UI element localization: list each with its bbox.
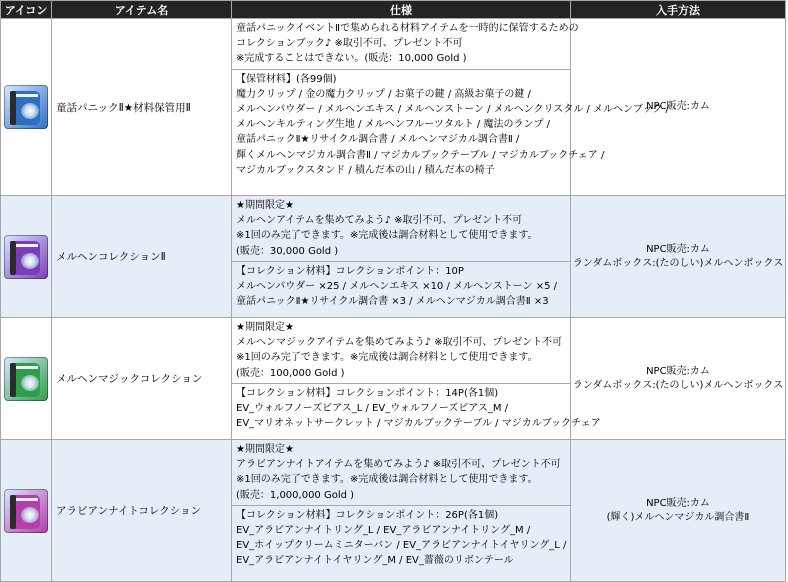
spec-line: コレクションブック♪ ※取引不可、プレゼント不可 (236, 38, 463, 50)
method-line: NPC販売:カム (646, 243, 710, 255)
method-line: NPC販売:カム (646, 497, 710, 509)
spec-cell (232, 440, 571, 582)
method-line: (輝く)メルヘンマジカル調合書Ⅱ (606, 511, 750, 523)
spec-line: メルヘンキルティング生地 / メルヘンフルーツタルト / 魔法のランプ / (236, 119, 551, 131)
spec-block (232, 440, 570, 505)
spec-cell (232, 196, 571, 318)
spec-line: EV_ホイップクリームミニターバン / EV_アラビアンナイトイヤリング_L / (236, 540, 567, 552)
method-line: ランダムボックス:(たのしい)メルヘンボックス (572, 257, 784, 269)
spec-line: ★期間限定★ (236, 322, 294, 333)
header-icon: アイコン (1, 1, 52, 19)
spec-block (232, 19, 579, 69)
table-row (1, 19, 786, 196)
item-name: メルヘンマジックコレクション (52, 318, 232, 440)
spec-line: メルヘンマジックアイテムを集めてみよう♪ ※取引不可、プレゼント不可 (236, 337, 563, 349)
method-line: NPC販売:カム (646, 365, 710, 377)
spec-line: EV_マリオネットサークレット / マジカルブックテーブル / マジカルブックチェア (236, 418, 601, 430)
spec-line: (販売：30,000 Gold ) (236, 245, 339, 257)
table-row (1, 440, 786, 582)
spec-block (232, 318, 570, 383)
spec-line: 童話パニックイベントⅡで集められる材料アイテムを一時的に保管するための (236, 23, 579, 34)
spec-line: ※1回のみ完了できます。※完成後は調合材料として使用できます。 (236, 352, 538, 364)
spec-line: EV_アラビアンナイトリング_L / EV_アラビアンナイトリング_M / (236, 525, 531, 537)
spec-line: メルヘンパウダー ×25 / メルヘンエキス ×10 / メルヘンストーン ×5 / (236, 281, 557, 293)
header-name: アイテム名 (52, 1, 232, 19)
spec-line: 童話パニックⅡ★リサイクル調合書 ×3 / メルヘンマジカル調合書Ⅱ ×3 (236, 296, 549, 308)
header-spec: 仕様 (232, 1, 571, 19)
icon-cell (1, 440, 52, 582)
item-name: メルヘンコレクションⅡ (52, 196, 232, 318)
item-name: アラビアンナイトコレクション (52, 440, 232, 582)
magenta-book-icon (4, 489, 48, 533)
spec-line: 【保管材料】(各99個) (236, 73, 337, 85)
spec-line: ※1回のみ完了できます。※完成後は調合材料として使用できます。 (236, 474, 538, 486)
table-row (1, 318, 786, 440)
method-line: NPC販売:カム (646, 101, 710, 112)
acquisition-method (571, 196, 786, 318)
spec-line: ★期間限定★ (236, 444, 294, 455)
acquisition-method (571, 440, 786, 582)
spec-line: 【コレクション材料】コレクションポイント：10P (236, 265, 464, 277)
spec-cell (232, 318, 601, 440)
spec-line: ※1回のみ完了できます。※完成後は調合材料として使用できます。 (236, 230, 538, 242)
header-row (1, 1, 786, 19)
spec-line: マジカルブックスタンド / 積んだ本の山 / 積んだ本の椅子 (236, 164, 495, 176)
spec-line: 魔力クリップ / 金の魔力クリップ / お菓子の鍵 / 高級お菓子の鍵 / (236, 88, 531, 100)
spec-block (232, 261, 570, 312)
spec-line: ★期間限定★ (236, 200, 294, 211)
spec-line: 童話パニックⅡ★リサイクル調合書 / メルヘンマジカル調合書Ⅱ / (236, 134, 520, 146)
spec-line: ※完成することはできない。(販売：10,000 Gold ) (236, 53, 467, 65)
table-row (1, 196, 786, 318)
spec-line: 輝くメルヘンマジカル調合書Ⅱ / マジカルブックテーブル / マジカルブックチェア / (236, 149, 605, 161)
method-line: ランダムボックス:(たのしい)メルヘンボックス (572, 379, 784, 391)
spec-line: EV_ウォルフノーズピアス_L / EV_ウォルフノーズピアス_M / (236, 403, 508, 415)
spec-line: (販売：100,000 Gold ) (236, 367, 345, 379)
icon-cell (1, 318, 52, 440)
spec-cell (232, 19, 669, 196)
spec-line: メルヘンパウダー / メルヘンエキス / メルヘンストーン / メルヘンクリスタル / メルヘンブック / (236, 104, 669, 116)
icon-cell (1, 19, 52, 196)
item-name: 童話パニックⅡ★材料保管用Ⅱ (52, 19, 232, 196)
header-method: 入手方法 (571, 1, 786, 19)
blue-book-icon (4, 85, 48, 129)
spec-line: 【コレクション材料】コレクションポイント：14P(各1個) (236, 387, 499, 399)
spec-line: EV_アラビアンナイトイヤリング_M / EV_薔薇のリボンテール (236, 555, 514, 567)
green-book-icon (4, 357, 48, 401)
purple-book-crystal-icon (4, 235, 48, 279)
spec-line: (販売：1,000,000 Gold ) (236, 489, 355, 501)
spec-line: メルヘンアイテムを集めてみよう♪ ※取引不可、プレゼント不可 (236, 215, 523, 227)
spec-block (232, 196, 570, 261)
acquisition-method (571, 318, 786, 440)
icon-cell (1, 196, 52, 318)
spec-line: 【コレクション材料】コレクションポイント：26P(各1個) (236, 509, 499, 521)
spec-block (232, 505, 570, 571)
spec-block (232, 69, 669, 180)
spec-line: アラビアンナイトアイテムを集めてみよう♪ ※取引不可、プレゼント不可 (236, 459, 561, 471)
spec-block (232, 383, 601, 434)
